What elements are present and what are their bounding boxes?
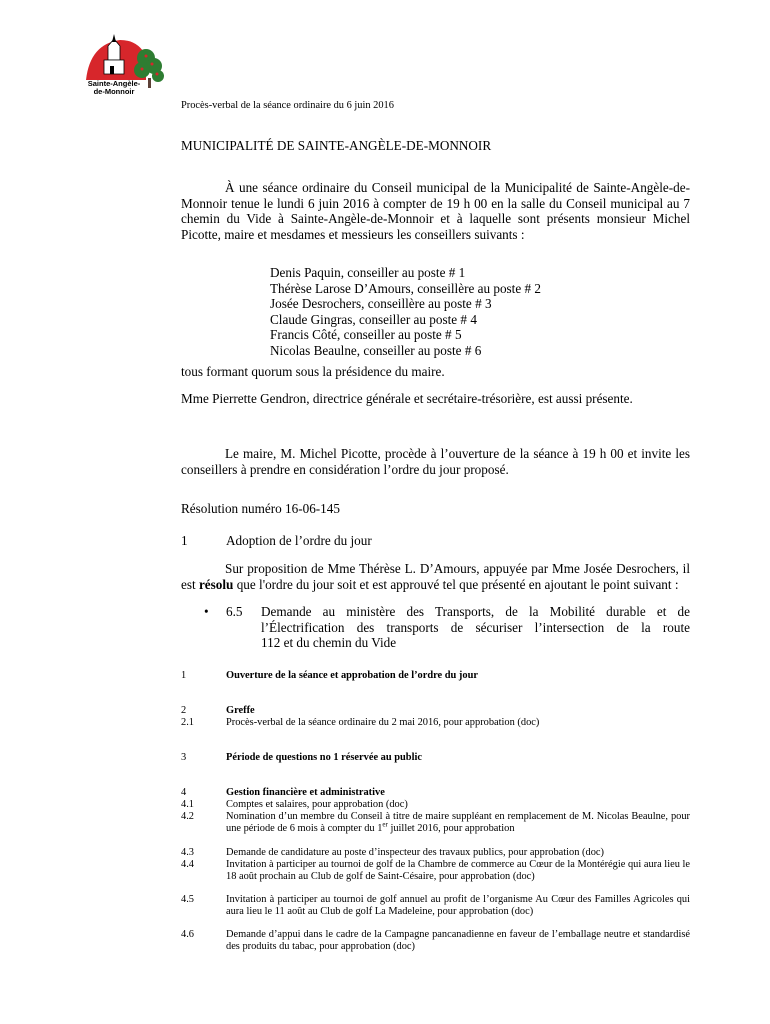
opening-paragraph: Le maire, M. Michel Picotte, procède à l’ouverture de la séance à 19 h 00 et invite les conseillers à prendre en considération l’ordre du jour proposé.	[181, 446, 690, 477]
bullet-number: 6.5	[226, 604, 243, 619]
agenda-item-text: Invitation à participer au tournoi de golf de la Chambre de commerce au Cœur de la Montérégie qui aura lieu le 18 août prochain au Club de golf de Saint-Césaire, pour approbation (doc)	[226, 859, 690, 883]
agenda-item-number: 4.6	[181, 929, 194, 940]
bullet-line-2: l’Électrification des transports de sécuriser l’intersection de la route	[261, 619, 690, 635]
agenda-item-text	[226, 811, 690, 836]
quorum-text: tous formant quorum sous la présidence du maire.	[181, 364, 445, 379]
agenda-item-number: 4.1	[181, 799, 194, 810]
agenda-section-number: 4	[181, 787, 187, 798]
agenda-item-number: 4.2	[181, 811, 194, 822]
resolution-item-number: 1	[181, 533, 188, 548]
resolution-number: Résolution numéro 16-06-145	[181, 501, 340, 516]
intro-paragraph: À une séance ordinaire du Conseil municipal de la Municipalité de Sainte-Angèle-de-Monnoir tenue le lundi 6 juin 2016 à compter de 19 h 00 en la salle du Conseil municipal au 7 chemin du Vide à Sainte-Angèle-de-Monnoir et à laquelle sont présents monsieur Michel Picotte, maire et mesdames et messieurs les conseillers suivants :	[181, 180, 690, 242]
agenda-item-number: 4.3	[181, 847, 194, 858]
also-present-text: Mme Pierrette Gendron, directrice générale et secrétaire-trésorière, est aussi présente.	[181, 391, 633, 406]
agenda-section-title: Période de questions no 1 réservée au public	[226, 752, 422, 763]
agenda-section-title: Greffe	[226, 705, 255, 716]
agenda-item-number: 4.5	[181, 894, 194, 905]
agenda-item-text-a: Nomination d’un membre du Conseil à titre de maire suppléant en remplacement de M. Nicolas Beaulne, pour une période de 6 mois à compter du 1	[226, 811, 690, 835]
document-subtitle: Procès-verbal de la séance ordinaire du 6 juin 2016	[181, 100, 394, 111]
logo-caption	[80, 80, 148, 96]
resolution-resolu: résolu	[198, 576, 234, 592]
resolution-text-after: que l'ordre du jour soit et est approuvé tel que présenté en ajoutant le point suivant :	[233, 576, 679, 592]
councillor-item: Francis Côté, conseiller au poste # 5	[270, 327, 462, 342]
resolution-paragraph	[181, 561, 690, 592]
resolution-text-before: Sur proposition de Mme Thérèse L. D’Amours, appuyée par Mme Josée Desrochers, il est	[181, 561, 690, 592]
agenda-item-text: Demande de candidature au poste d’inspecteur des travaux publics, pour approbation (doc)	[226, 847, 604, 858]
agenda-section-number: 1	[181, 670, 187, 681]
agenda-item-number: 2.1	[181, 717, 194, 728]
bullet-line-1: Demande au ministère des Transports, de la Mobilité durable et de	[261, 604, 690, 619]
councillor-item: Nicolas Beaulne, conseiller au poste # 6	[270, 342, 482, 358]
bullet-text	[261, 604, 690, 651]
agenda-item-text-b: juillet 2016, pour approbation	[387, 823, 515, 835]
agenda-section-title: Gestion financière et administrative	[226, 787, 385, 798]
councillors-list	[270, 265, 670, 358]
logo-caption-line1: Sainte-Angèle-	[87, 79, 141, 88]
councillor-item: Thérèse Larose D’Amours, conseillère au poste # 2	[270, 280, 541, 296]
resolution-item-title: Adoption de l’ordre du jour	[226, 533, 372, 548]
agenda-item-text: Procès-verbal de la séance ordinaire du 2 mai 2016, pour approbation (doc)	[226, 717, 540, 728]
agenda-section-number: 2	[181, 705, 187, 716]
bullet-icon: •	[204, 604, 209, 619]
councillor-item: Denis Paquin, conseiller au poste # 1	[270, 265, 466, 280]
agenda-item-sup: er	[382, 820, 388, 829]
agenda-item-text: Invitation à participer au tournoi de golf annuel au profit de l’organisme Au Cœur des Familles Agricoles qui aura lieu le 11 août au Club de golf La Madeleine, pour approbation (doc)	[226, 894, 690, 918]
logo-caption-line2: de-Monnoir	[93, 87, 135, 96]
document-title: MUNICIPALITÉ DE SAINTE-ANGÈLE-DE-MONNOIR	[181, 138, 492, 153]
agenda-item-text: Demande d’appui dans le cadre de la Campagne pancanadienne en faveur de l’emballage neutre et standardisé des produits du tabac, pour approbation (doc)	[226, 929, 690, 953]
agenda-section-title: Ouverture de la séance et approbation de l’ordre du jour	[226, 670, 478, 681]
agenda-item-number: 4.4	[181, 859, 194, 870]
agenda-item-text: Comptes et salaires, pour approbation (doc)	[226, 799, 408, 810]
councillor-item: Josée Desrochers, conseillère au poste # 3	[270, 296, 492, 311]
bullet-line-3: 112 et du chemin du Vide	[261, 635, 397, 650]
councillor-item: Claude Gingras, conseiller au poste # 4	[270, 311, 477, 327]
agenda-section-number: 3	[181, 752, 187, 763]
